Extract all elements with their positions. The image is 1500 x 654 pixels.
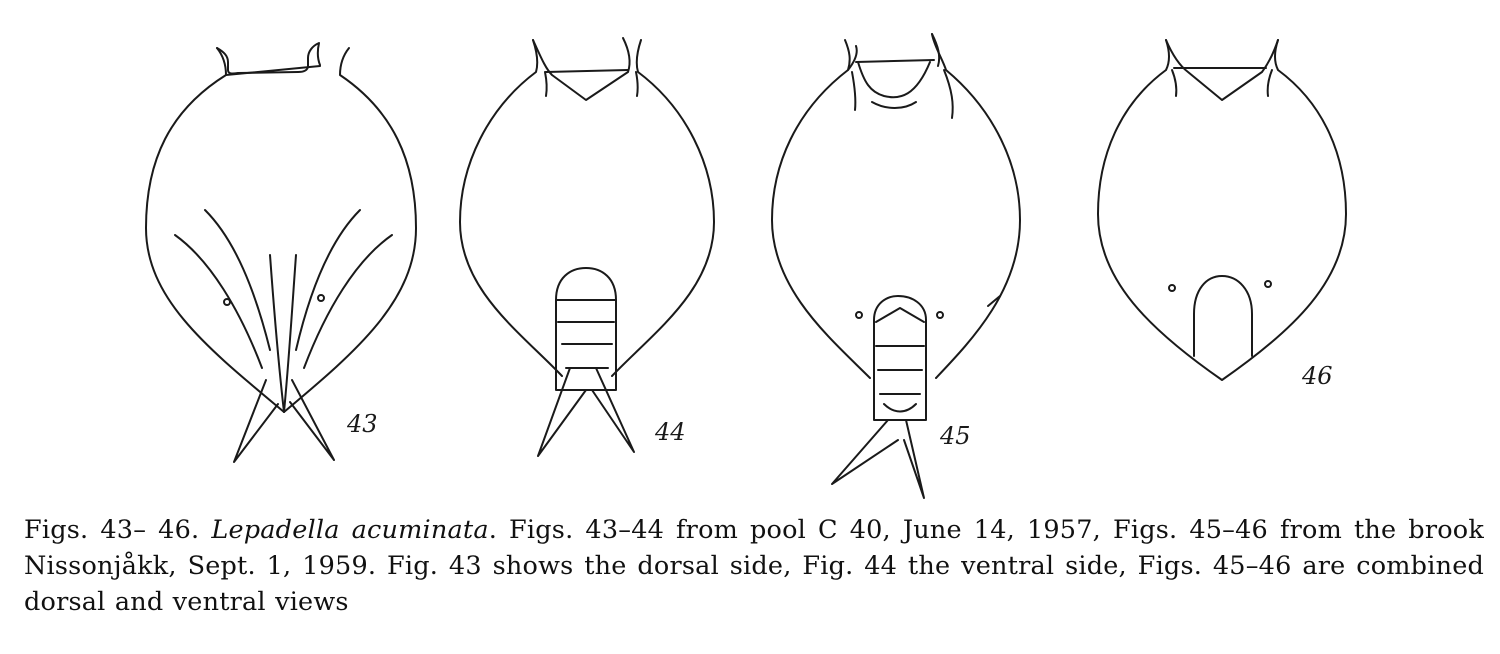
fig45-pore-left	[856, 312, 862, 318]
fig43-lorica-outline	[146, 48, 416, 412]
caption-line1-rest: . Figs. 43–44 from pool C 40, June 14, 1957, Figs. 45–46	[488, 515, 1268, 545]
fig46-side-line-left	[1172, 70, 1176, 96]
fig43-dorsal-ridge-right	[304, 235, 392, 368]
fig44-toe-left	[538, 368, 586, 456]
caption-line2: from the brook Nissonjåkk, Sept. 1, 1959. Fig. 43 shows the dorsal side, Fig. 44 the ventral	[24, 515, 1484, 581]
fig44-head-edge	[546, 70, 628, 72]
fig46-ventral-plate	[1194, 276, 1252, 356]
fig45-side-line-left	[852, 72, 855, 110]
fig43-toe-right	[290, 380, 334, 460]
fig45-head-rim	[848, 34, 939, 70]
fig43-dorsal-ridge-center	[270, 255, 284, 412]
fig44-toe-right	[592, 368, 634, 452]
figure-43-number: 43	[347, 410, 378, 438]
fig46-lorica-outline	[1098, 40, 1346, 380]
fig44-foot	[556, 268, 616, 390]
caption-lead: Figs. 43– 46.	[24, 515, 200, 545]
fig45-side-line-right	[944, 70, 953, 118]
fig43-head-aperture	[217, 43, 320, 74]
fig45-toe-left	[832, 420, 898, 484]
fig45-toe-right	[904, 420, 924, 498]
caption-line3: side, Figs. 45–46 are combined dorsal and ventral views	[24, 551, 1485, 617]
figure-45-drawing	[772, 34, 1020, 498]
figure-44-drawing	[460, 38, 714, 456]
fig43-dorsal-ridge-left	[175, 235, 262, 368]
figure-44-number: 44	[655, 418, 686, 446]
fig45-lorica-outline	[772, 34, 1020, 378]
fig46-head-notch	[1166, 40, 1278, 100]
fig45-foot-seam	[876, 308, 924, 322]
fig44-side-line-right	[636, 72, 638, 96]
fig45-head-arc	[872, 102, 916, 108]
fig45-head-cavity	[858, 62, 930, 97]
fig46-side-line-right	[1268, 70, 1272, 96]
fig43-pore-left	[224, 299, 230, 305]
figure-45-number: 45	[940, 422, 971, 450]
figure-caption	[24, 512, 1484, 620]
fig43-dorsal-ridge-center2	[284, 255, 296, 412]
figure-46-drawing	[1098, 40, 1346, 390]
figure-46-number: 46	[1302, 362, 1333, 390]
fig46-pore-left	[1169, 285, 1175, 291]
figure-43-drawing	[146, 43, 416, 462]
fig43-pore-right	[318, 295, 324, 301]
fig45-foot	[874, 296, 926, 420]
fig44-side-line-left	[545, 72, 547, 96]
fig43-dorsal-ridge-right2	[296, 210, 360, 350]
fig44-lorica-outline	[460, 40, 714, 376]
caption-species-name: Lepadella acuminata	[211, 515, 489, 545]
fig43-toe-left	[234, 380, 278, 462]
fig45-foot-joint	[884, 404, 916, 412]
fig46-pore-right	[1265, 281, 1271, 287]
fig43-dorsal-ridge-left2	[205, 210, 270, 350]
fig45-pore-right	[937, 312, 943, 318]
